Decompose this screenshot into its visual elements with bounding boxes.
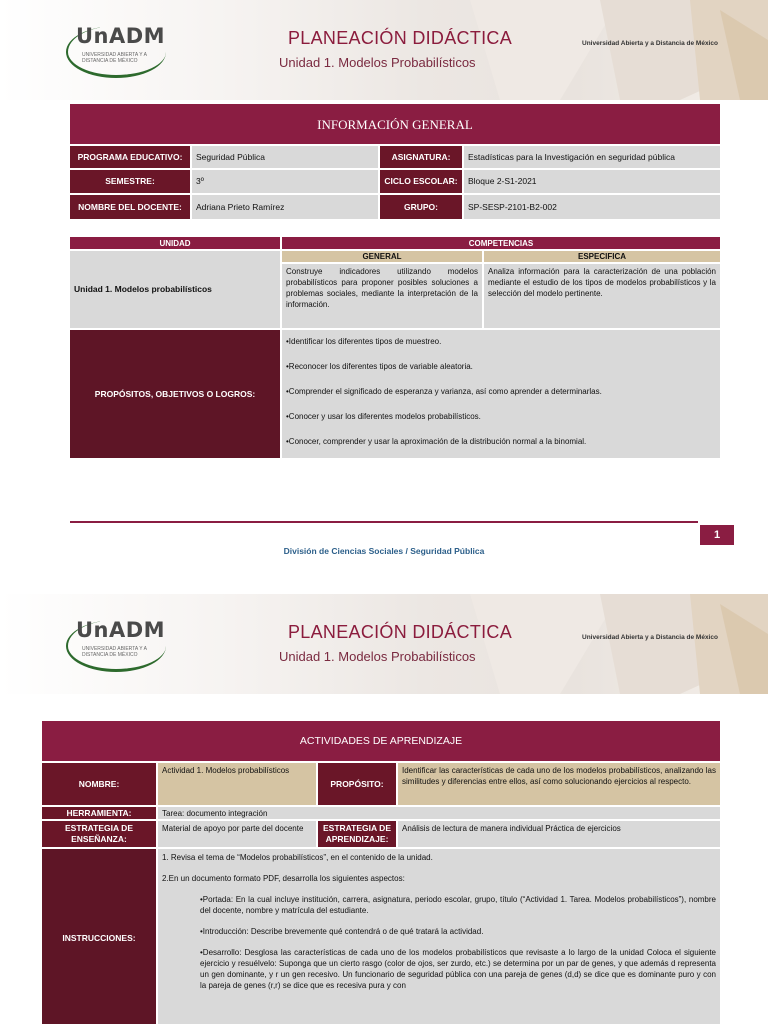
page-header-banner-2 [0,594,768,694]
herramienta-value: Tarea: documento integración [157,806,721,820]
specific-competency: Analiza información para la caracterización de una población mediante el estudio de los tipos de modelos probabilísticos y la selección del modelo pertinente. [483,263,721,329]
footer-divider [70,521,698,523]
page-header-banner [0,0,768,100]
unadm-logo: UnADM UNIVERSIDAD ABIERTA Y A DISTANCIA DE MÉXICO [62,18,172,80]
activities-table [40,719,722,1024]
unidad-header: UNIDAD [69,236,281,250]
grupo-value: SP-SESP-2101-B2-002 [463,194,721,220]
programa-label: PROGRAMA EDUCATIVO: [69,145,191,169]
general-info-title: INFORMACIÓN GENERAL [69,103,721,145]
estrategia-aprendizaje-label: ESTRATEGIA DE APRENDIZAJE: [317,820,397,848]
instruction-step: 1. Revisa el tema de “Modelos probabilísticos”, en el contenido de la unidad. [162,853,433,862]
proposito-label: PROPÓSITO: [317,762,397,806]
semestre-value: 3º [191,169,379,194]
activities-title: ACTIVIDADES DE APRENDIZAJE [41,720,721,762]
especifica-header: ESPECIFICA [483,250,721,263]
general-info-table [68,102,722,221]
propositos-list [281,329,721,459]
university-name: Universidad Abierta y a Distancia de México [582,634,718,641]
page-title: PLANEACIÓN DIDÁCTICA [288,28,513,48]
ciclo-label: CICLO ESCOLAR: [379,169,463,194]
docente-value: Adriana Prieto Ramírez [191,194,379,220]
docente-label: NOMBRE DEL DOCENTE: [69,194,191,220]
propositos-label: PROPÓSITOS, OBJETIVOS O LOGROS: [69,329,281,459]
ciclo-value: Bloque 2-S1-2021 [463,169,721,194]
grupo-label: GRUPO: [379,194,463,220]
nombre-value: Actividad 1. Modelos probabilísticos [157,762,317,806]
estrategia-ensenanza-label: ESTRATEGIA DE ENSEÑANZA: [41,820,157,848]
instruction-step: 2.En un documento formato PDF, desarrolla los siguientes aspectos: [162,874,405,883]
list-item: •Identificar los diferentes tipos de muestreo. [286,337,442,346]
estrategia-ensenanza-value: Material de apoyo por parte del docente [157,820,317,848]
unadm-logo: UnADM UNIVERSIDAD ABIERTA Y A DISTANCIA DE MÉXICO [62,612,172,674]
list-item: •Comprender el significado de esperanza y varianza, así como aprender a determinarlas. [286,387,602,396]
unidad-name: Unidad 1. Modelos probabilísticos [69,250,281,329]
list-item: •Conocer y usar los diferentes modelos probabilísticos. [286,412,481,421]
estrategia-aprendizaje-value: Análisis de lectura de manera individual Práctica de ejercicios [397,820,721,848]
page-subtitle: Unidad 1. Modelos Probabilísticos [279,649,476,664]
instruction-item: •Portada: En la cual incluye institución, carrera, asignatura, periodo escolar, grupo, título (“Actividad 1. Tarea. Modelos probabilísticos”), nombre del docente, nombre y matrícula del estudiante. [200,895,716,915]
asignatura-value: Estadísticas para la Investigación en seguridad pública [463,145,721,169]
instrucciones-label: INSTRUCCIONES: [41,848,157,1024]
asignatura-label: ASIGNATURA: [379,145,463,169]
instruction-item: •Desarrollo: Desglosa las características de cada uno de los modelos probabilísticos que revisaste a lo largo de la unidad Coloca el siguiente ejercicio y resuélvelo: Suponga que un cierto rasgo (color de ojos, ser zurdo, etc.) se determina por un par de genes, y que además d representa un gen dominante, y r un gen recesivo. Un funcionario de seguridad pública con una pareja de genes (d,d) se dice que es dominante puro y con la pareja de genes (r,r) se dice que es recesiva pura y con [200,948,716,990]
unit-competencies-table [68,235,722,460]
instrucciones-body [157,848,721,1024]
instruction-item: •Introducción: Describe brevemente qué contendrá o de qué tratará la actividad. [200,927,484,936]
list-item: •Reconocer los diferentes tipos de variable aleatoria. [286,362,473,371]
semestre-label: SEMESTRE: [69,169,191,194]
competencias-header: COMPETENCIAS [281,236,721,250]
list-item: •Conocer, comprender y usar la aproximación de la distribución normal a la binomial. [286,437,587,446]
programa-value: Seguridad Pública [191,145,379,169]
footer-text: División de Ciencias Sociales / Seguridad Pública [283,546,485,556]
university-name: Universidad Abierta y a Distancia de México [582,40,718,47]
general-competency: Construye indicadores utilizando modelos probabilísticos para proponer posibles soluciones a problemas sociales, mediante la interpretación de la información. [281,263,483,329]
general-header: GENERAL [281,250,483,263]
proposito-value: Identificar las características de cada uno de los modelos probabilísticos, analizando las similitudes y diferencias entre ellos, así como solucionando ejercicios al respecto. [397,762,721,806]
page-title: PLANEACIÓN DIDÁCTICA [288,622,513,642]
nombre-label: NOMBRE: [41,762,157,806]
page-subtitle: Unidad 1. Modelos Probabilísticos [279,55,476,70]
herramienta-label: HERRAMIENTA: [41,806,157,820]
page-number: 1 [700,525,734,545]
